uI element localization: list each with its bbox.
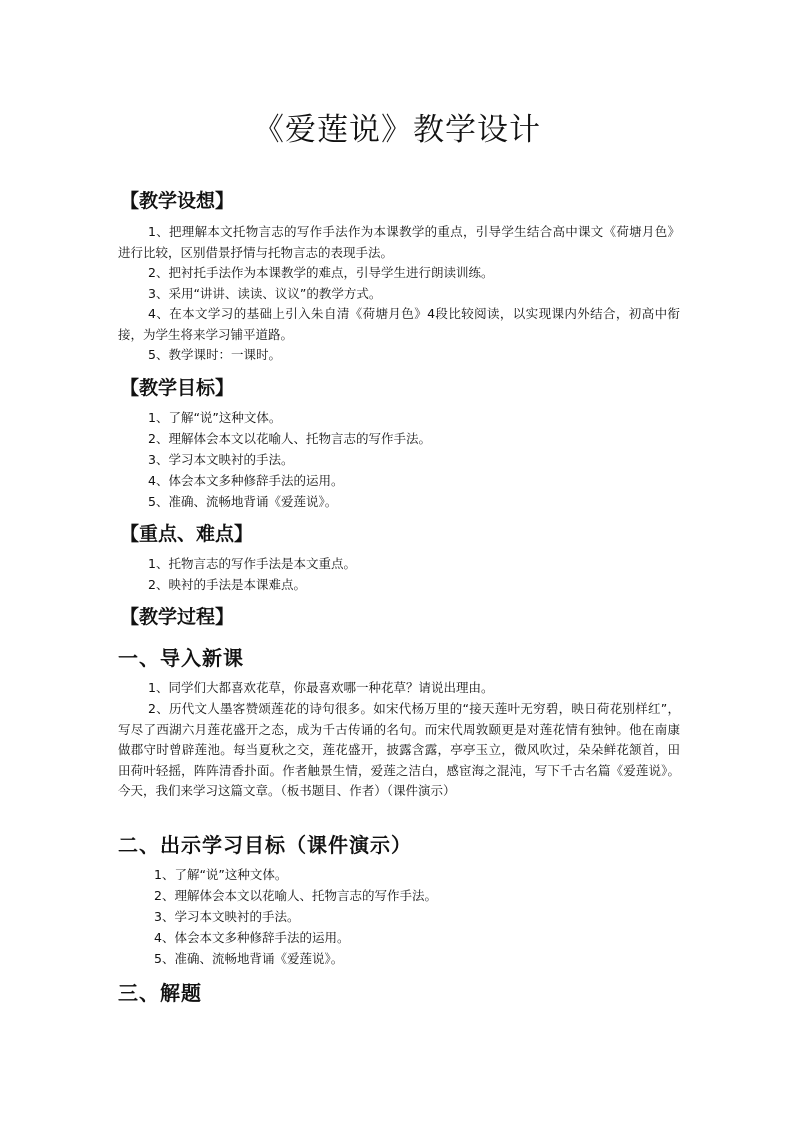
- key-item-2: 2、映衬的手法是本课难点。: [148, 577, 306, 592]
- part2-item-5: 5、准确、流畅地背诵《爱莲说》。: [154, 951, 344, 966]
- idea-item-1: 1、把理解本文托物言志的写作手法作为本课教学的重点，引导学生结合高中课文《荷塘月色》进行比较，区别借景抒情与托物言志的表现手法。: [118, 224, 680, 260]
- part2-heading: 二、出示学习目标（课件演示）: [118, 833, 412, 857]
- part2-item-3: 3、学习本文映衬的手法。: [154, 909, 300, 924]
- goal-item-1: 1、了解“说”这种文体。: [148, 410, 282, 425]
- idea-item-4: 4、在本文学习的基础上引入朱自清《荷塘月色》4段比较阅读，以实现课内外结合，初高中衔接，为学生将来学习铺平道路。: [118, 306, 680, 342]
- goal-item-4: 4、体会本文多种修辞手法的运用。: [148, 473, 344, 488]
- part1-item-1: 1、同学们大都喜欢花草，你最喜欢哪一种花草？请说出理由。: [148, 680, 494, 695]
- part1-heading: 一、导入新课: [118, 646, 244, 670]
- section-heading-goals: 【教学目标】: [120, 377, 235, 399]
- idea-item-5: 5、教学课时：一课时。: [148, 347, 281, 362]
- section-heading-process: 【教学过程】: [120, 606, 235, 628]
- part2-item-4: 4、体会本文多种修辞手法的运用。: [154, 930, 350, 945]
- goal-item-3: 3、学习本文映衬的手法。: [148, 452, 294, 467]
- idea-item-2: 2、把衬托手法作为本课教学的难点，引导学生进行朗读训练。: [148, 265, 494, 280]
- part2-item-1: 1、了解“说”这种文体。: [154, 867, 288, 882]
- section-heading-idea: 【教学设想】: [120, 190, 235, 212]
- idea-item-3: 3、采用“讲讲、读读、议议”的教学方式。: [148, 286, 382, 301]
- goal-item-2: 2、理解体会本文以花喻人、托物言志的写作手法。: [148, 431, 431, 446]
- part1-item-2: 2、历代文人墨客赞颂莲花的诗句很多。如宋代杨万里的“接天莲叶无穷碧，映日荷花别样红”，写尽了西湖六月莲花盛开之态，成为千古传诵的名句。而宋代周敦颐更是对莲花情有独钟。他在南康做郡守时曾辟莲池。每当夏秋之交，莲花盛开，披露含露，亭亭玉立，微风吹过，朵朵鲜花颔首，田田荷叶轻摇，阵阵清香扑面。作者触景生情，爱莲之洁白，感宦海之混沌，写下千古名篇《爱莲说》。今天，我们来学习这篇文章。（板书题目、作者）（课件演示）: [118, 701, 680, 799]
- part2-item-2: 2、理解体会本文以花喻人、托物言志的写作手法。: [154, 888, 437, 903]
- part3-heading: 三、解题: [118, 981, 202, 1005]
- goal-item-5: 5、准确、流畅地背诵《爱莲说》。: [148, 494, 338, 509]
- document-title: 《爱莲说》教学设计: [253, 112, 541, 148]
- key-item-1: 1、托物言志的写作手法是本文重点。: [148, 556, 356, 571]
- section-heading-key: 【重点、难点】: [120, 523, 254, 545]
